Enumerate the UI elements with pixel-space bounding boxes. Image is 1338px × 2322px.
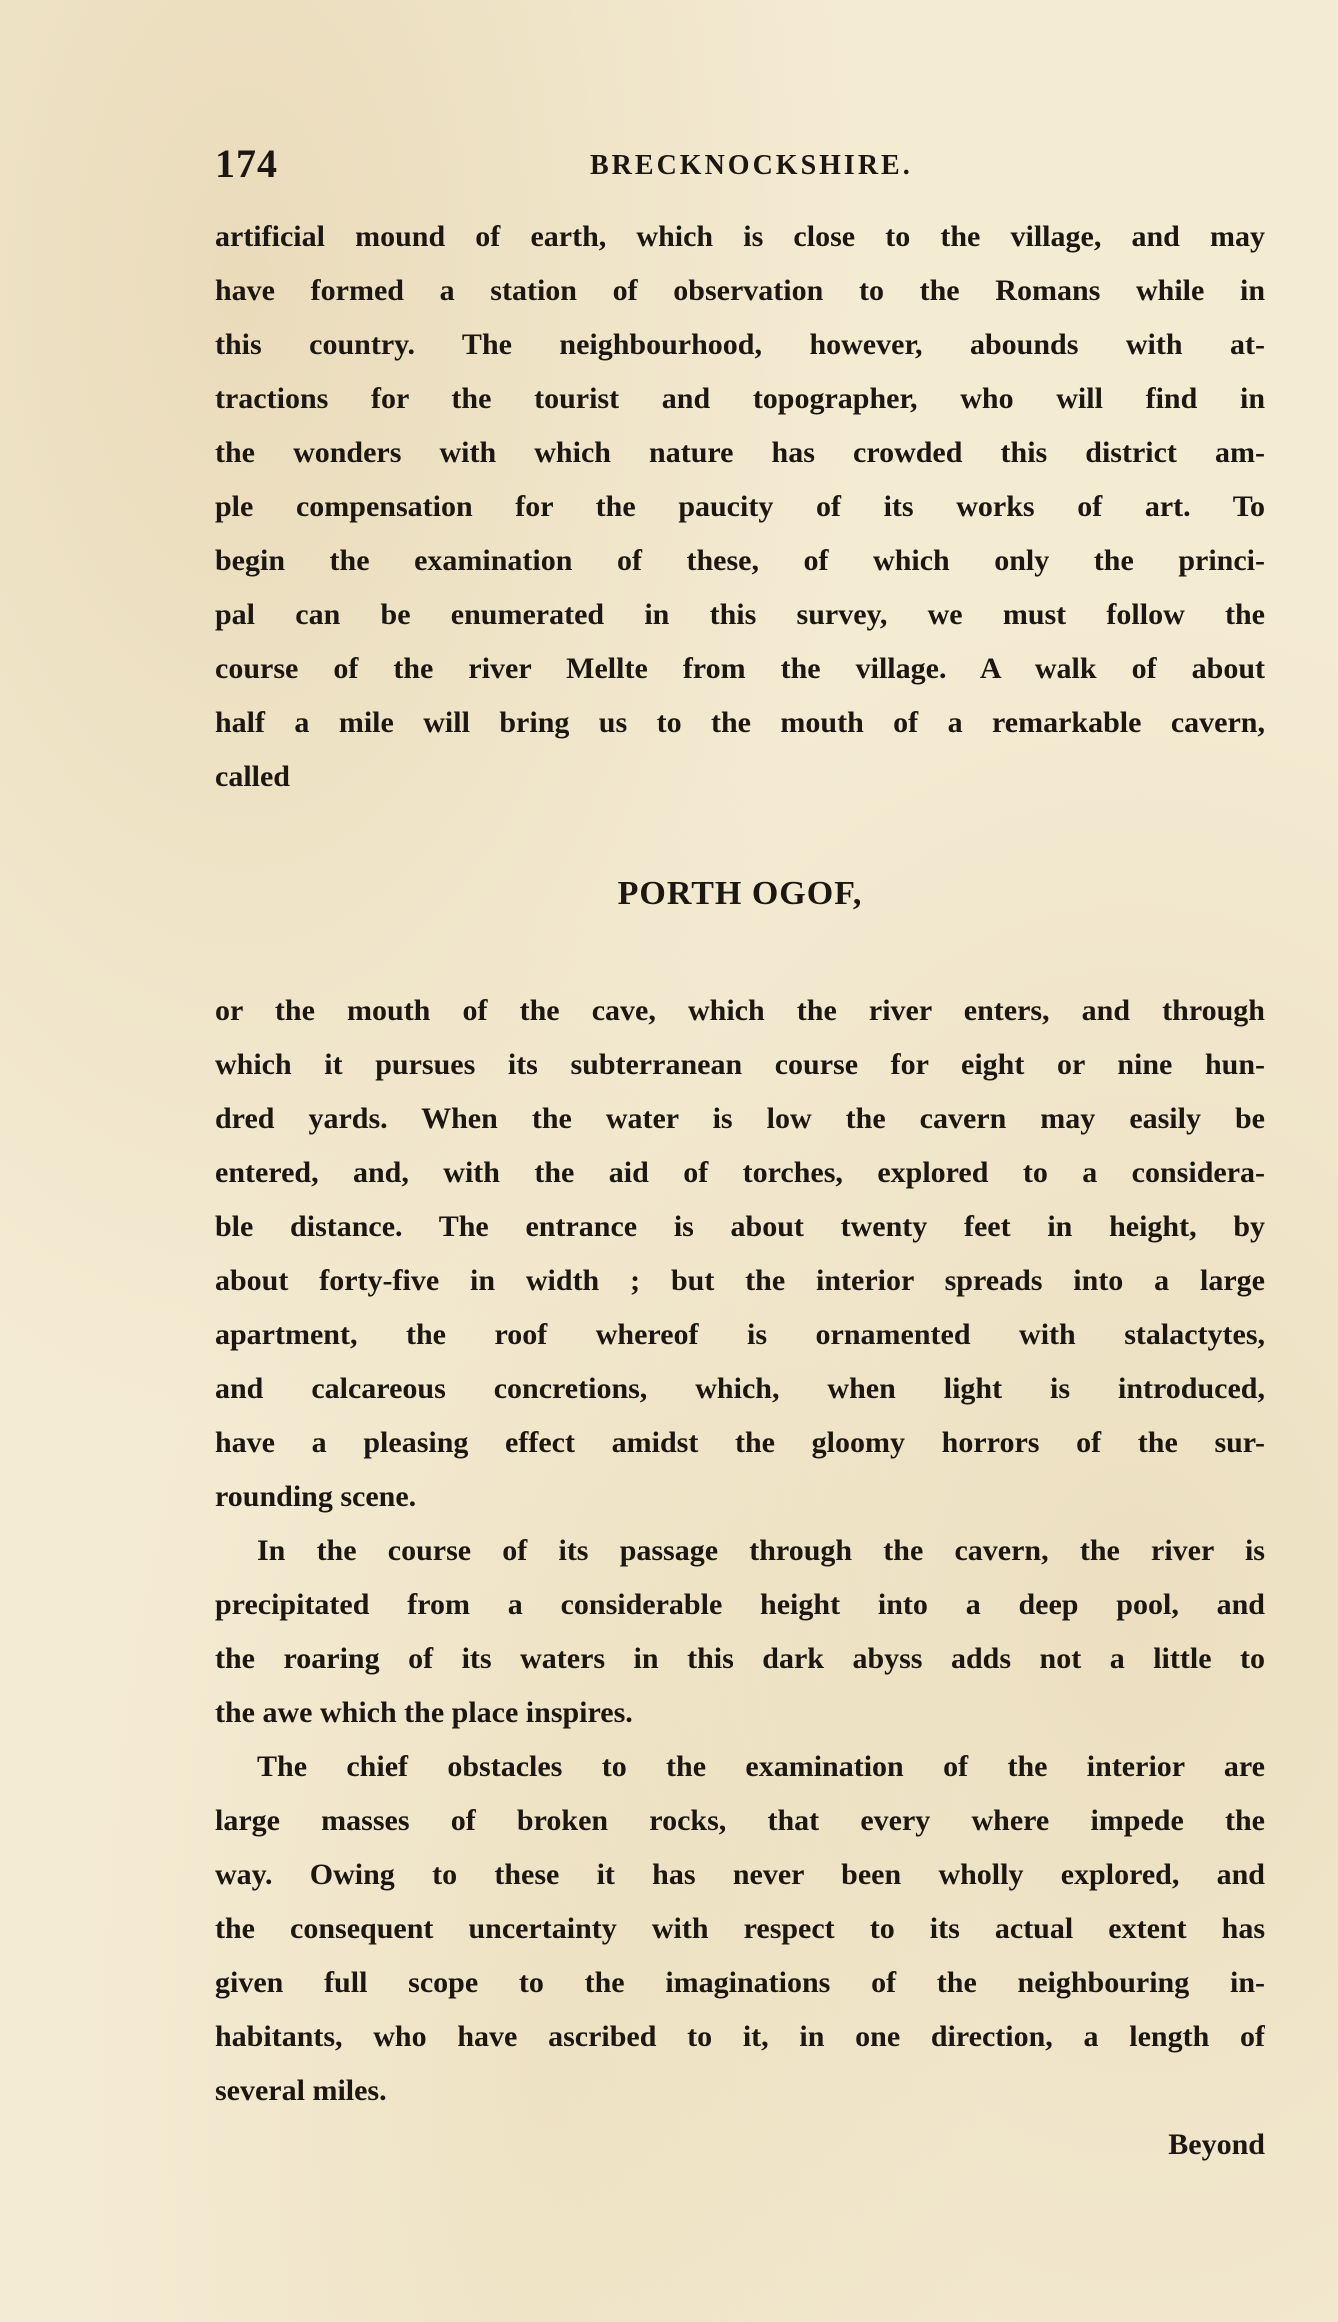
section-heading: PORTH OGOF, [617, 875, 863, 912]
text-line: precipitated from a considerable height into a deep pool, and [215, 1588, 1265, 1621]
text-line: pal can be enumerated in this survey, we must follow the [215, 598, 1265, 631]
text-line: several miles. [215, 2074, 387, 2107]
text-line: In the course of its passage through the cavern, the river is [257, 1534, 1265, 1567]
page-header [215, 140, 1275, 190]
text-line: tractions for the tourist and topographer, who will find in [215, 382, 1265, 415]
text-line: way. Owing to these it has never been wholly explored, and [215, 1858, 1265, 1891]
text-line: apartment, the roof whereof is ornamented with stalactytes, [215, 1318, 1265, 1351]
text-line: dred yards. When the water is low the cavern may easily be [215, 1102, 1265, 1135]
text-line: course of the river Mellte from the village. A walk of about [215, 652, 1265, 685]
text-line: ple compensation for the paucity of its works of art. To [215, 490, 1265, 523]
paragraph-2 [215, 984, 1265, 1524]
text-line: The chief obstacles to the examination of the interior are [257, 1750, 1265, 1783]
text-line: about forty-five in width ; but the interior spreads into a large [215, 1264, 1265, 1297]
text-line: begin the examination of these, of which only the princi- [215, 544, 1265, 577]
catchword: Beyond [1168, 2128, 1265, 2161]
text-line: the roaring of its waters in this dark abyss adds not a little to [215, 1642, 1265, 1675]
text-line: called [215, 760, 290, 793]
text-line: artificial mound of earth, which is close to the village, and may [215, 220, 1265, 253]
paragraph-1 [215, 210, 1265, 804]
text-line: large masses of broken rocks, that every where impede the [215, 1804, 1265, 1837]
text-line: ble distance. The entrance is about twenty feet in height, by [215, 1210, 1265, 1243]
text-line: the wonders with which nature has crowded this district am- [215, 436, 1265, 469]
text-line: the awe which the place inspires. [215, 1696, 633, 1729]
text-line: habitants, who have ascribed to it, in one direction, a length of [215, 2020, 1265, 2053]
text-line: which it pursues its subterranean course for eight or nine hun- [215, 1048, 1265, 1081]
text-line: the consequent uncertainty with respect to its actual extent has [215, 1912, 1265, 1945]
text-line: given full scope to the imaginations of the neighbouring in- [215, 1966, 1265, 1999]
text-line: and calcareous concretions, which, when light is introduced, [215, 1372, 1265, 1405]
paragraph-4 [215, 1740, 1265, 2118]
text-line: have a pleasing effect amidst the gloomy horrors of the sur- [215, 1426, 1265, 1459]
text-line: rounding scene. [215, 1480, 417, 1513]
running-head: BRECKNOCKSHIRE. [590, 150, 913, 181]
body-text [215, 210, 1265, 2172]
text-line: have formed a station of observation to the Romans while in [215, 274, 1265, 307]
paragraph-3 [215, 1524, 1265, 1740]
text-line: this country. The neighbourhood, however, abounds with at- [215, 328, 1265, 361]
text-line: entered, and, with the aid of torches, explored to a considera- [215, 1156, 1265, 1189]
text-line: or the mouth of the cave, which the river enters, and through [215, 994, 1265, 1027]
page-number: 174 [215, 141, 278, 186]
text-line: half a mile will bring us to the mouth of a remarkable cavern, [215, 706, 1265, 739]
